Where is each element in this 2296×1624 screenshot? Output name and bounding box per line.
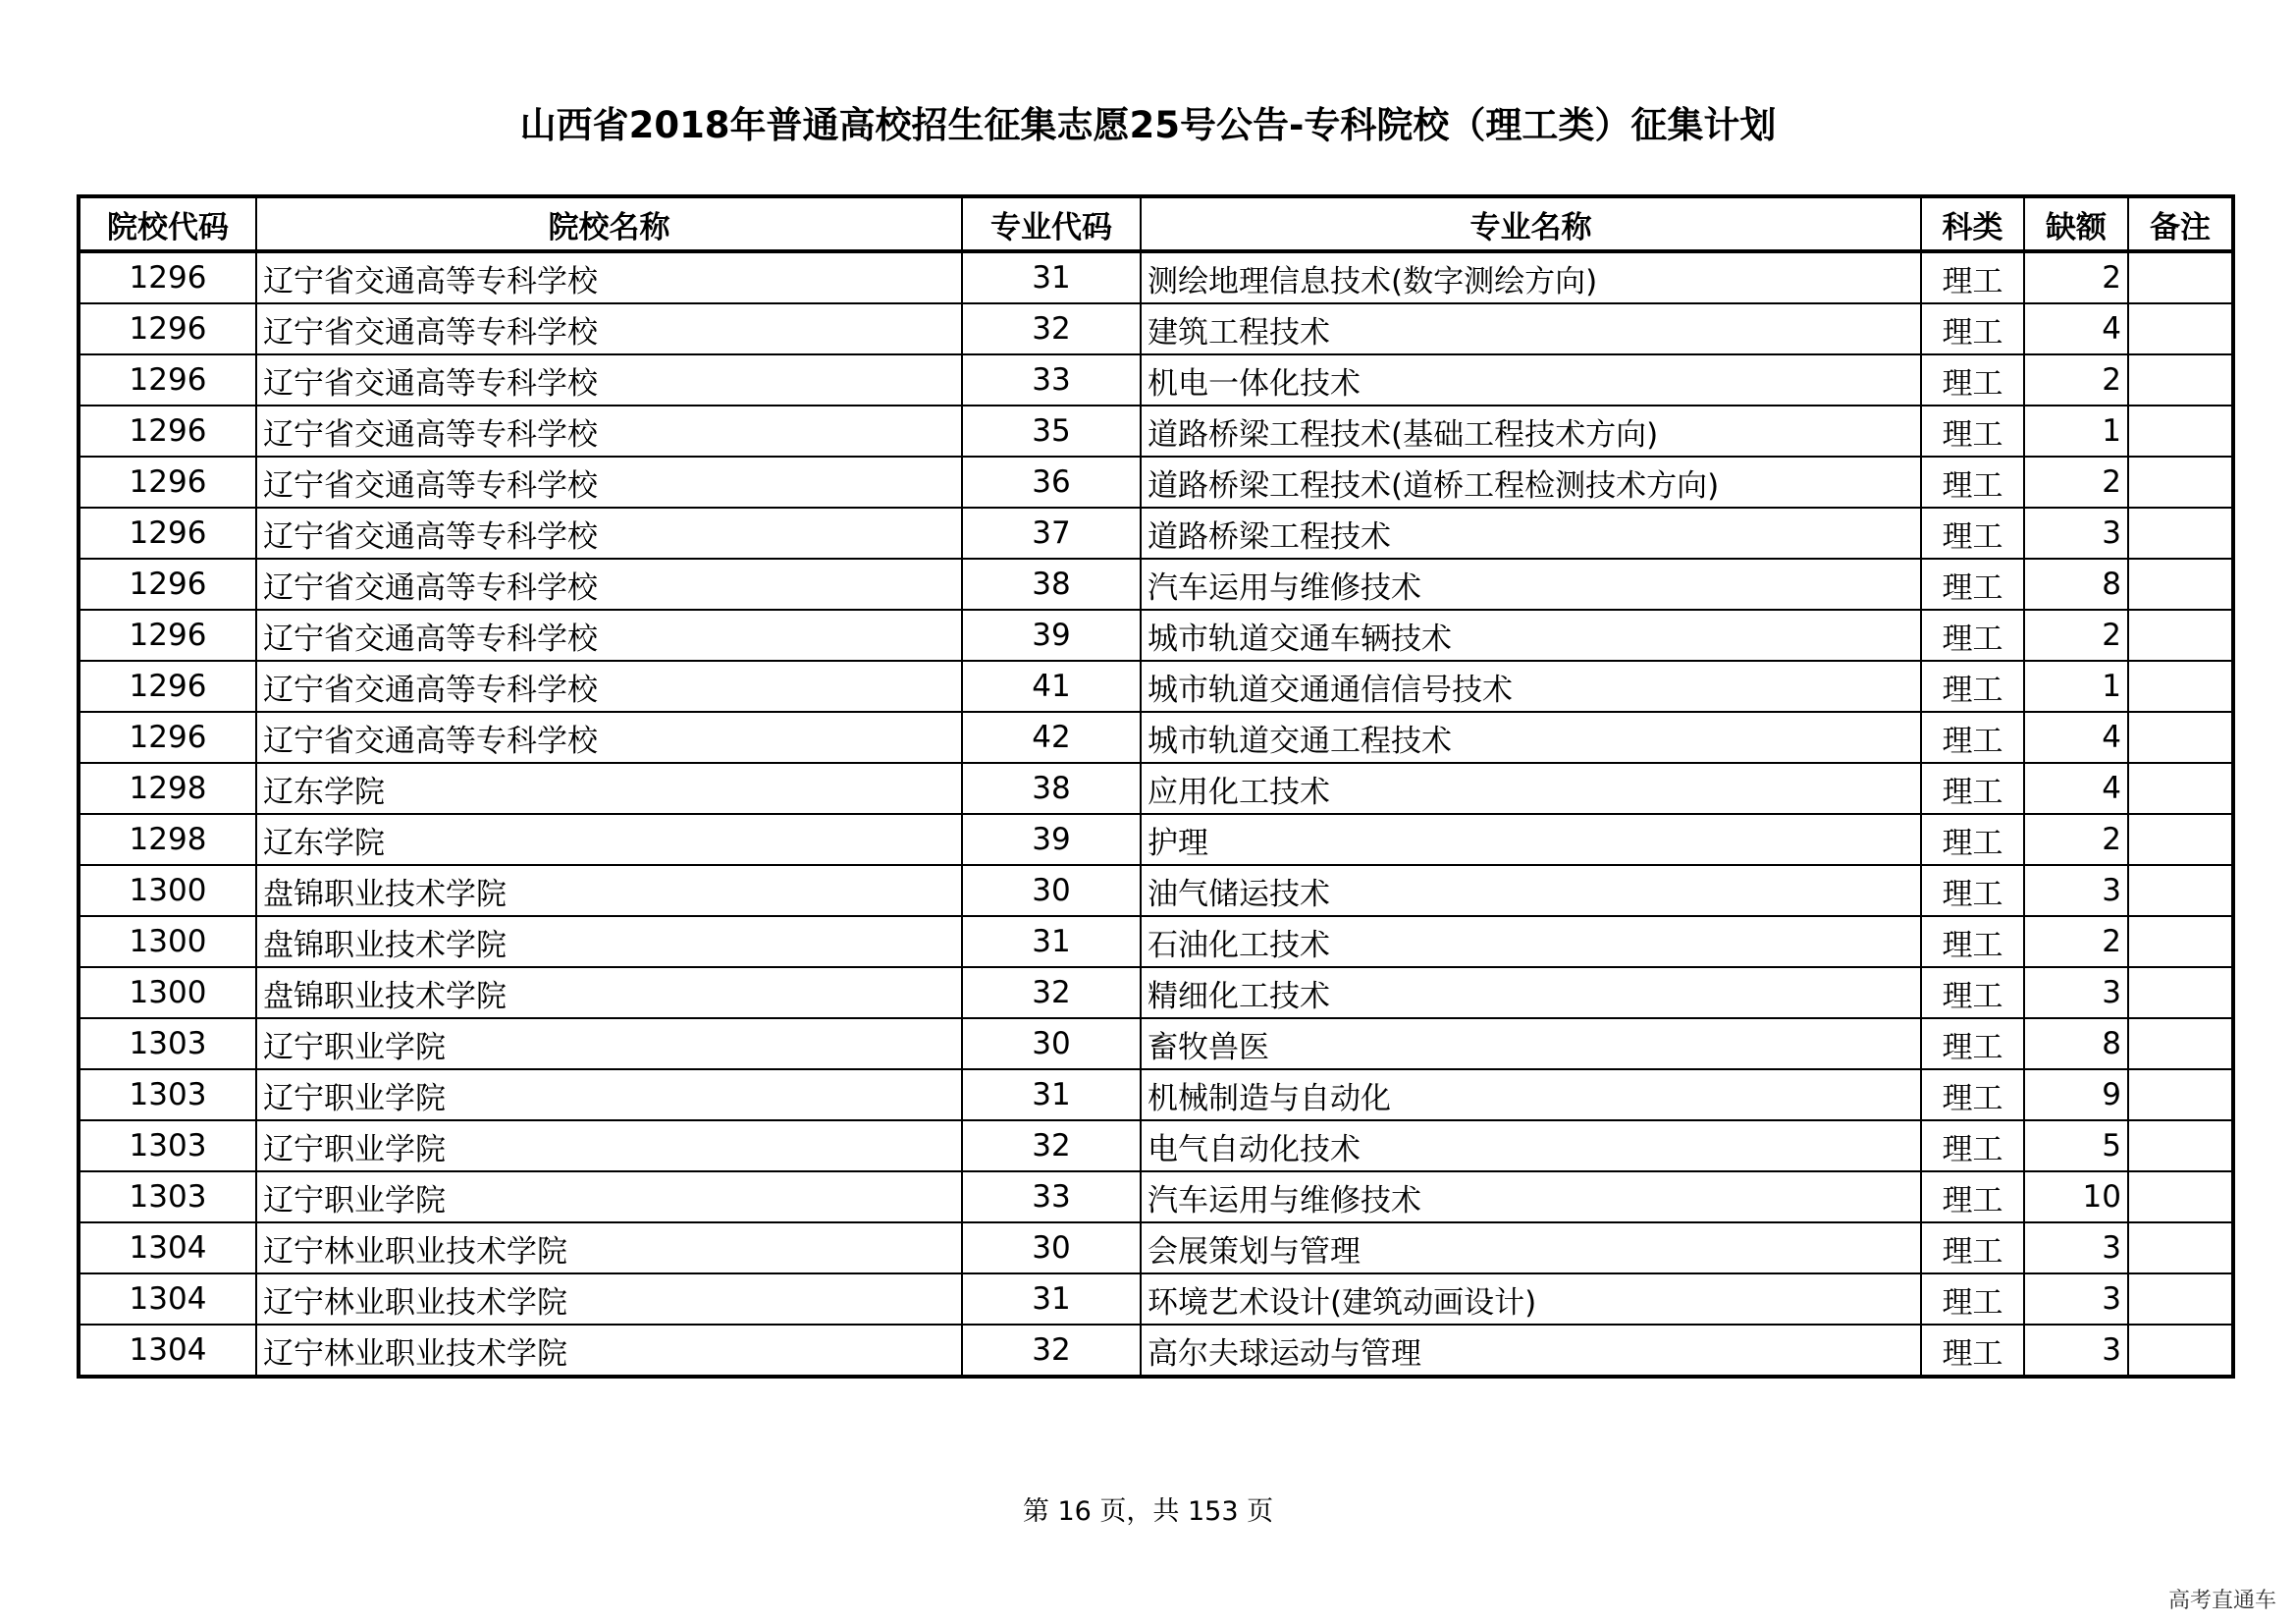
- cell-quota: 8: [2024, 1018, 2128, 1069]
- cell-category: 理工: [1921, 251, 2024, 303]
- cell-major-name: 环境艺术设计(建筑动画设计): [1141, 1273, 1921, 1325]
- cell-major-code: 33: [962, 354, 1141, 406]
- cell-major-code: 30: [962, 1222, 1141, 1273]
- enrollment-plan-table: [77, 194, 2235, 1379]
- cell-note: [2128, 712, 2233, 763]
- cell-quota: 4: [2024, 712, 2128, 763]
- cell-category: 理工: [1921, 1069, 2024, 1120]
- table-row: [79, 303, 2233, 354]
- table-row: [79, 1325, 2233, 1377]
- cell-school-code: 1296: [79, 559, 256, 610]
- header-category: 科类: [1921, 196, 2024, 251]
- cell-school-name: 辽宁职业学院: [256, 1069, 962, 1120]
- cell-school-name: 辽宁省交通高等专科学校: [256, 457, 962, 508]
- cell-major-code: 32: [962, 1120, 1141, 1171]
- cell-school-code: 1300: [79, 967, 256, 1018]
- table-row: [79, 1171, 2233, 1222]
- cell-school-name: 辽宁省交通高等专科学校: [256, 354, 962, 406]
- cell-major-code: 31: [962, 251, 1141, 303]
- table-row: [79, 763, 2233, 814]
- cell-category: 理工: [1921, 1171, 2024, 1222]
- cell-school-code: 1298: [79, 814, 256, 865]
- header-note: 备注: [2128, 196, 2233, 251]
- cell-note: [2128, 508, 2233, 559]
- cell-school-code: 1300: [79, 916, 256, 967]
- table-row: [79, 1120, 2233, 1171]
- cell-major-code: 31: [962, 1273, 1141, 1325]
- cell-school-code: 1303: [79, 1069, 256, 1120]
- table-row: [79, 251, 2233, 303]
- cell-major-code: 37: [962, 508, 1141, 559]
- cell-note: [2128, 865, 2233, 916]
- cell-note: [2128, 457, 2233, 508]
- cell-major-name: 建筑工程技术: [1141, 303, 1921, 354]
- cell-school-name: 辽宁省交通高等专科学校: [256, 712, 962, 763]
- cell-school-name: 盘锦职业技术学院: [256, 967, 962, 1018]
- cell-quota: 2: [2024, 814, 2128, 865]
- cell-school-code: 1296: [79, 303, 256, 354]
- cell-note: [2128, 661, 2233, 712]
- table-row: [79, 916, 2233, 967]
- cell-note: [2128, 406, 2233, 457]
- table-row: [79, 610, 2233, 661]
- cell-category: 理工: [1921, 814, 2024, 865]
- cell-note: [2128, 559, 2233, 610]
- cell-major-code: 32: [962, 967, 1141, 1018]
- cell-category: 理工: [1921, 712, 2024, 763]
- cell-school-code: 1296: [79, 712, 256, 763]
- cell-major-code: 35: [962, 406, 1141, 457]
- cell-category: 理工: [1921, 661, 2024, 712]
- table-row: [79, 457, 2233, 508]
- cell-school-name: 盘锦职业技术学院: [256, 916, 962, 967]
- cell-category: 理工: [1921, 1120, 2024, 1171]
- cell-major-name: 道路桥梁工程技术(基础工程技术方向): [1141, 406, 1921, 457]
- page-title: 山西省2018年普通高校招生征集志愿25号公告-专科院校（理工类）征集计划: [519, 104, 1777, 146]
- table-row: [79, 508, 2233, 559]
- cell-major-code: 38: [962, 559, 1141, 610]
- cell-school-code: 1304: [79, 1325, 256, 1377]
- cell-major-name: 精细化工技术: [1141, 967, 1921, 1018]
- cell-quota: 4: [2024, 763, 2128, 814]
- cell-school-code: 1296: [79, 610, 256, 661]
- cell-school-name: 辽宁职业学院: [256, 1120, 962, 1171]
- cell-school-code: 1303: [79, 1171, 256, 1222]
- table-row: [79, 1018, 2233, 1069]
- cell-quota: 2: [2024, 610, 2128, 661]
- cell-quota: 5: [2024, 1120, 2128, 1171]
- cell-major-code: 30: [962, 865, 1141, 916]
- cell-school-name: 辽宁省交通高等专科学校: [256, 559, 962, 610]
- cell-school-name: 辽宁省交通高等专科学校: [256, 303, 962, 354]
- cell-quota: 3: [2024, 508, 2128, 559]
- cell-school-name: 辽宁职业学院: [256, 1171, 962, 1222]
- cell-note: [2128, 763, 2233, 814]
- cell-major-name: 机电一体化技术: [1141, 354, 1921, 406]
- table-row: [79, 967, 2233, 1018]
- table-row: [79, 1069, 2233, 1120]
- cell-school-code: 1304: [79, 1273, 256, 1325]
- cell-category: 理工: [1921, 610, 2024, 661]
- cell-quota: 4: [2024, 303, 2128, 354]
- cell-category: 理工: [1921, 354, 2024, 406]
- cell-school-code: 1296: [79, 251, 256, 303]
- cell-major-name: 护理: [1141, 814, 1921, 865]
- cell-school-code: 1296: [79, 508, 256, 559]
- cell-quota: 1: [2024, 661, 2128, 712]
- cell-major-name: 城市轨道交通通信信号技术: [1141, 661, 1921, 712]
- cell-major-code: 36: [962, 457, 1141, 508]
- cell-category: 理工: [1921, 303, 2024, 354]
- cell-category: 理工: [1921, 916, 2024, 967]
- cell-note: [2128, 354, 2233, 406]
- table-row: [79, 661, 2233, 712]
- cell-category: 理工: [1921, 1018, 2024, 1069]
- cell-school-name: 辽宁职业学院: [256, 1018, 962, 1069]
- cell-note: [2128, 1325, 2233, 1377]
- cell-school-name: 辽宁省交通高等专科学校: [256, 610, 962, 661]
- header-quota: 缺额: [2024, 196, 2128, 251]
- cell-major-code: 32: [962, 1325, 1141, 1377]
- cell-school-name: 辽宁省交通高等专科学校: [256, 406, 962, 457]
- table-row: [79, 814, 2233, 865]
- cell-major-code: 42: [962, 712, 1141, 763]
- cell-category: 理工: [1921, 457, 2024, 508]
- cell-category: 理工: [1921, 865, 2024, 916]
- cell-major-code: 41: [962, 661, 1141, 712]
- cell-major-name: 电气自动化技术: [1141, 1120, 1921, 1171]
- cell-major-code: 38: [962, 763, 1141, 814]
- cell-major-name: 会展策划与管理: [1141, 1222, 1921, 1273]
- cell-major-name: 应用化工技术: [1141, 763, 1921, 814]
- table-row: [79, 559, 2233, 610]
- cell-major-code: 39: [962, 814, 1141, 865]
- table-row: [79, 712, 2233, 763]
- cell-major-name: 城市轨道交通车辆技术: [1141, 610, 1921, 661]
- cell-note: [2128, 1171, 2233, 1222]
- table-row: [79, 1222, 2233, 1273]
- cell-note: [2128, 814, 2233, 865]
- cell-quota: 3: [2024, 1222, 2128, 1273]
- table-body: [79, 251, 2233, 1377]
- cell-category: 理工: [1921, 559, 2024, 610]
- cell-school-code: 1303: [79, 1018, 256, 1069]
- cell-major-name: 机械制造与自动化: [1141, 1069, 1921, 1120]
- cell-note: [2128, 1018, 2233, 1069]
- cell-note: [2128, 303, 2233, 354]
- cell-note: [2128, 1273, 2233, 1325]
- header-major-name: 专业名称: [1141, 196, 1921, 251]
- header-major-code: 专业代码: [962, 196, 1141, 251]
- header-school-code: 院校代码: [79, 196, 256, 251]
- cell-quota: 10: [2024, 1171, 2128, 1222]
- cell-note: [2128, 1069, 2233, 1120]
- cell-major-name: 城市轨道交通工程技术: [1141, 712, 1921, 763]
- cell-quota: 8: [2024, 559, 2128, 610]
- cell-school-name: 辽宁林业职业技术学院: [256, 1273, 962, 1325]
- cell-note: [2128, 610, 2233, 661]
- cell-major-name: 油气储运技术: [1141, 865, 1921, 916]
- cell-note: [2128, 967, 2233, 1018]
- cell-school-name: 盘锦职业技术学院: [256, 865, 962, 916]
- cell-major-code: 31: [962, 916, 1141, 967]
- cell-major-name: 畜牧兽医: [1141, 1018, 1921, 1069]
- cell-quota: 2: [2024, 457, 2128, 508]
- cell-school-name: 辽宁林业职业技术学院: [256, 1325, 962, 1377]
- cell-note: [2128, 916, 2233, 967]
- cell-major-name: 道路桥梁工程技术: [1141, 508, 1921, 559]
- cell-major-code: 30: [962, 1018, 1141, 1069]
- cell-major-name: 汽车运用与维修技术: [1141, 559, 1921, 610]
- cell-major-code: 33: [962, 1171, 1141, 1222]
- page-number-footer: 第 16 页，共 153 页: [1022, 1496, 1274, 1527]
- cell-note: [2128, 1222, 2233, 1273]
- cell-major-name: 测绘地理信息技术(数字测绘方向): [1141, 251, 1921, 303]
- cell-quota: 3: [2024, 865, 2128, 916]
- cell-note: [2128, 1120, 2233, 1171]
- cell-quota: 1: [2024, 406, 2128, 457]
- cell-major-code: 39: [962, 610, 1141, 661]
- cell-major-code: 32: [962, 303, 1141, 354]
- cell-major-code: 31: [962, 1069, 1141, 1120]
- cell-school-name: 辽东学院: [256, 814, 962, 865]
- cell-school-code: 1300: [79, 865, 256, 916]
- cell-school-name: 辽宁林业职业技术学院: [256, 1222, 962, 1273]
- cell-category: 理工: [1921, 1325, 2024, 1377]
- cell-school-code: 1296: [79, 354, 256, 406]
- cell-category: 理工: [1921, 406, 2024, 457]
- cell-quota: 2: [2024, 916, 2128, 967]
- cell-school-name: 辽宁省交通高等专科学校: [256, 661, 962, 712]
- cell-category: 理工: [1921, 1273, 2024, 1325]
- cell-school-code: 1304: [79, 1222, 256, 1273]
- cell-school-code: 1296: [79, 457, 256, 508]
- cell-major-name: 汽车运用与维修技术: [1141, 1171, 1921, 1222]
- table-row: [79, 406, 2233, 457]
- cell-school-name: 辽宁省交通高等专科学校: [256, 251, 962, 303]
- cell-category: 理工: [1921, 763, 2024, 814]
- cell-quota: 3: [2024, 1325, 2128, 1377]
- table-row: [79, 865, 2233, 916]
- watermark-text: 高考直通车: [2167, 1589, 2276, 1613]
- cell-note: [2128, 251, 2233, 303]
- cell-quota: 3: [2024, 1273, 2128, 1325]
- cell-major-name: 道路桥梁工程技术(道桥工程检测技术方向): [1141, 457, 1921, 508]
- cell-quota: 9: [2024, 1069, 2128, 1120]
- cell-school-name: 辽宁省交通高等专科学校: [256, 508, 962, 559]
- cell-school-code: 1296: [79, 661, 256, 712]
- cell-category: 理工: [1921, 1222, 2024, 1273]
- table-header-row: [79, 196, 2233, 251]
- cell-school-code: 1296: [79, 406, 256, 457]
- cell-school-code: 1298: [79, 763, 256, 814]
- cell-major-name: 高尔夫球运动与管理: [1141, 1325, 1921, 1377]
- header-school-name: 院校名称: [256, 196, 962, 251]
- cell-school-name: 辽东学院: [256, 763, 962, 814]
- table-row: [79, 1273, 2233, 1325]
- cell-category: 理工: [1921, 967, 2024, 1018]
- cell-quota: 3: [2024, 967, 2128, 1018]
- cell-major-name: 石油化工技术: [1141, 916, 1921, 967]
- cell-quota: 2: [2024, 251, 2128, 303]
- cell-school-code: 1303: [79, 1120, 256, 1171]
- cell-category: 理工: [1921, 508, 2024, 559]
- cell-quota: 2: [2024, 354, 2128, 406]
- table-row: [79, 354, 2233, 406]
